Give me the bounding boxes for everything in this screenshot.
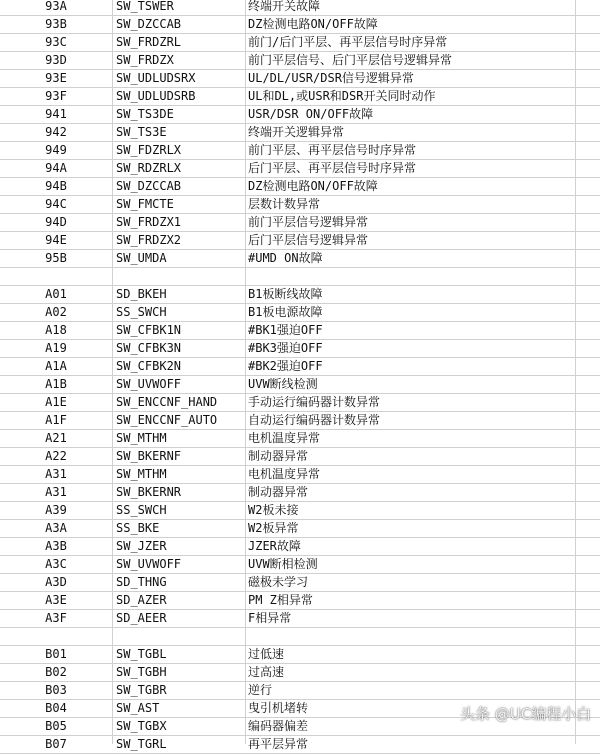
error-code-cell[interactable]: A3D (45, 575, 67, 589)
symbol-cell[interactable]: SW_FDZRLX (116, 143, 182, 157)
description-cell[interactable]: #BK1强迫OFF (248, 323, 323, 337)
table-row[interactable] (0, 538, 600, 556)
error-code-cell[interactable]: A02 (45, 305, 67, 319)
table-row[interactable] (0, 232, 600, 250)
table-row[interactable] (0, 52, 600, 70)
symbol-cell[interactable]: SW_TS3E (116, 125, 167, 139)
error-code-cell[interactable]: A3E (45, 593, 67, 607)
description-cell[interactable]: 过高速 (248, 665, 285, 679)
symbol-cell[interactable]: SW_TGBX (116, 719, 167, 733)
table-row[interactable] (0, 592, 600, 610)
symbol-cell[interactable]: SW_ENCCNF_AUTO (116, 413, 218, 427)
error-code-cell[interactable]: 93A (45, 0, 67, 13)
symbol-cell[interactable]: SW_FRDZX1 (116, 215, 182, 229)
description-cell[interactable]: JZER故障 (248, 539, 301, 553)
description-cell[interactable] (245, 628, 575, 645)
description-cell[interactable]: 前门平层信号、后门平层信号逻辑异常 (248, 53, 453, 67)
error-code-cell[interactable]: 94C (45, 197, 67, 211)
error-code-cell[interactable]: A1E (45, 395, 67, 409)
symbol-cell[interactable]: SW_CFBK1N (116, 323, 182, 337)
error-code-cell[interactable]: A1B (45, 377, 67, 391)
table-row[interactable] (0, 466, 600, 484)
description-cell[interactable]: UVW断相检测 (248, 557, 318, 571)
description-cell[interactable]: 磁极未学习 (248, 575, 309, 589)
error-code-cell[interactable]: A21 (45, 431, 67, 445)
table-row[interactable] (0, 286, 600, 304)
table-row[interactable] (0, 394, 600, 412)
table-row[interactable] (0, 736, 600, 754)
table-row[interactable] (0, 358, 600, 376)
symbol-cell[interactable] (112, 628, 245, 645)
description-cell[interactable]: 手动运行编码器计数异常 (248, 395, 381, 409)
error-code-cell[interactable]: A3C (45, 557, 67, 571)
description-cell[interactable]: 前门平层、再平层信号时序异常 (248, 143, 417, 157)
table-row[interactable] (0, 628, 600, 646)
error-code-cell[interactable]: 93C (45, 35, 67, 49)
table-row[interactable] (0, 664, 600, 682)
symbol-cell[interactable]: SW_UDLUDSRX (116, 71, 196, 85)
error-code-cell[interactable]: 941 (45, 107, 67, 121)
table-row[interactable] (0, 70, 600, 88)
description-cell[interactable]: 制动器异常 (248, 485, 309, 499)
table-row[interactable] (0, 196, 600, 214)
error-code-cell[interactable]: A31 (45, 485, 67, 499)
table-row[interactable] (0, 0, 600, 16)
error-code-cell[interactable]: 93D (45, 53, 67, 67)
symbol-cell[interactable]: SS_SWCH (116, 305, 167, 319)
description-cell[interactable]: 制动器异常 (248, 449, 309, 463)
table-row[interactable] (0, 646, 600, 664)
error-code-cell[interactable]: B05 (45, 719, 67, 733)
description-cell[interactable]: 编码器偏差 (248, 719, 309, 733)
error-code-cell[interactable]: A1F (45, 413, 67, 427)
description-cell[interactable]: 终端开关逻辑异常 (248, 125, 345, 139)
symbol-cell[interactable]: SD_AEER (116, 611, 167, 625)
description-cell[interactable]: DZ检测电路ON/OFF故障 (248, 17, 378, 31)
symbol-cell[interactable]: SW_AST (116, 701, 160, 715)
symbol-cell[interactable]: SW_JZER (116, 539, 167, 553)
description-cell[interactable]: UL和DL,或USR和DSR开关同时动作 (248, 89, 436, 103)
table-row[interactable] (0, 178, 600, 196)
table-row[interactable] (0, 304, 600, 322)
table-row[interactable] (0, 574, 600, 592)
symbol-cell[interactable]: SD_AZER (116, 593, 167, 607)
table-row[interactable] (0, 322, 600, 340)
symbol-cell[interactable]: SW_CFBK3N (116, 341, 182, 355)
error-code-cell[interactable]: 93F (45, 89, 67, 103)
symbol-cell[interactable]: SW_MTHM (116, 431, 167, 445)
description-cell[interactable]: 逆行 (248, 683, 273, 697)
description-cell[interactable]: USR/DSR ON/OFF故障 (248, 107, 374, 121)
table-row[interactable] (0, 160, 600, 178)
symbol-cell[interactable]: SW_FRDZX (116, 53, 174, 67)
table-row[interactable] (0, 142, 600, 160)
symbol-cell[interactable]: SW_UDLUDSRB (116, 89, 196, 103)
error-code-cell[interactable] (0, 628, 112, 645)
error-code-cell[interactable]: A3F (45, 611, 67, 625)
error-code-cell[interactable]: B04 (45, 701, 67, 715)
description-cell[interactable]: 自动运行编码器计数异常 (248, 413, 381, 427)
symbol-cell[interactable]: SW_CFBK2N (116, 359, 182, 373)
symbol-cell[interactable]: SW_UVWOFF (116, 377, 182, 391)
description-cell[interactable]: W2板未接 (248, 503, 299, 517)
description-cell[interactable]: 后门平层信号逻辑异常 (248, 233, 369, 247)
table-row[interactable] (0, 106, 600, 124)
error-code-cell[interactable]: A19 (45, 341, 67, 355)
description-cell[interactable]: UVW断线检测 (248, 377, 318, 391)
description-cell[interactable]: 过低速 (248, 647, 285, 661)
description-cell[interactable]: 前门平层信号逻辑异常 (248, 215, 369, 229)
symbol-cell[interactable]: SW_UMDA (116, 251, 167, 265)
symbol-cell[interactable]: SD_THNG (116, 575, 167, 589)
error-code-cell[interactable]: 942 (45, 125, 67, 139)
symbol-cell[interactable] (112, 268, 245, 285)
table-row[interactable] (0, 34, 600, 52)
table-row[interactable] (0, 250, 600, 268)
description-cell[interactable]: 前门/后门平层、再平层信号时序异常 (248, 35, 448, 49)
symbol-cell[interactable]: SW_DZCCAB (116, 179, 182, 193)
description-cell[interactable]: 再平层异常 (248, 737, 309, 751)
description-cell[interactable]: F相异常 (248, 611, 292, 625)
error-code-cell[interactable]: A3B (45, 539, 67, 553)
symbol-cell[interactable]: SW_TGBH (116, 665, 167, 679)
symbol-cell[interactable]: SW_MTHM (116, 467, 167, 481)
description-cell[interactable]: B1板断线故障 (248, 287, 323, 301)
description-cell[interactable]: UL/DL/USR/DSR信号逻辑异常 (248, 71, 414, 85)
description-cell[interactable]: #BK2强迫OFF (248, 359, 323, 373)
error-code-cell[interactable]: B03 (45, 683, 67, 697)
error-code-cell[interactable]: B01 (45, 647, 67, 661)
table-row[interactable] (0, 448, 600, 466)
symbol-cell[interactable]: SW_TGBR (116, 683, 167, 697)
error-code-cell[interactable]: 94D (45, 215, 67, 229)
table-row[interactable] (0, 502, 600, 520)
table-row[interactable] (0, 214, 600, 232)
error-code-cell[interactable]: 949 (45, 143, 67, 157)
description-cell[interactable]: B1板电源故障 (248, 305, 323, 319)
table-row[interactable] (0, 610, 600, 628)
symbol-cell[interactable]: SS_BKE (116, 521, 160, 535)
description-cell[interactable]: W2板异常 (248, 521, 299, 535)
table-row[interactable] (0, 430, 600, 448)
table-row[interactable] (0, 268, 600, 286)
description-cell[interactable]: 终端开关故障 (248, 0, 321, 13)
table-row[interactable] (0, 520, 600, 538)
error-code-cell[interactable]: A22 (45, 449, 67, 463)
table-row[interactable] (0, 412, 600, 430)
watermark: 头条 @UC编程小白 (460, 705, 592, 723)
symbol-cell[interactable]: SW_BKERNF (116, 449, 182, 463)
symbol-cell[interactable]: SW_UVWOFF (116, 557, 182, 571)
description-cell[interactable]: 后门平层、再平层信号时序异常 (248, 161, 417, 175)
description-cell[interactable] (245, 268, 575, 285)
symbol-cell[interactable]: SW_FRDZX2 (116, 233, 182, 247)
description-cell[interactable]: DZ检测电路ON/OFF故障 (248, 179, 378, 193)
table-row[interactable] (0, 484, 600, 502)
error-code-cell[interactable]: A3A (45, 521, 67, 535)
table-row[interactable] (0, 16, 600, 34)
description-cell[interactable]: 层数计数异常 (248, 197, 321, 211)
description-cell[interactable]: #BK3强迫OFF (248, 341, 323, 355)
description-cell[interactable]: 曳引机堵转 (248, 701, 309, 715)
table-row[interactable] (0, 88, 600, 106)
symbol-cell[interactable]: SW_TSWER (116, 0, 174, 13)
error-code-cell[interactable]: A1A (45, 359, 67, 373)
error-code-cell[interactable]: A31 (45, 467, 67, 481)
symbol-cell[interactable]: SW_DZCCAB (116, 17, 182, 31)
symbol-cell[interactable]: SW_FRDZRL (116, 35, 182, 49)
error-code-cell[interactable]: 93E (45, 71, 67, 85)
symbol-cell[interactable]: SW_TS3DE (116, 107, 174, 121)
table-row[interactable] (0, 682, 600, 700)
symbol-cell[interactable]: SS_SWCH (116, 503, 167, 517)
error-code-cell[interactable]: A18 (45, 323, 67, 337)
table-row[interactable] (0, 376, 600, 394)
error-code-cell[interactable]: 93B (45, 17, 67, 31)
error-code-cell[interactable]: 95B (45, 251, 67, 265)
error-code-cell[interactable]: B02 (45, 665, 67, 679)
table-row[interactable] (0, 124, 600, 142)
table-row[interactable] (0, 340, 600, 358)
error-code-cell[interactable]: 94A (45, 161, 67, 175)
error-code-cell[interactable]: 94B (45, 179, 67, 193)
symbol-cell[interactable]: SD_BKEH (116, 287, 167, 301)
error-code-cell[interactable]: A01 (45, 287, 67, 301)
description-cell[interactable]: PM Z相异常 (248, 593, 313, 607)
error-code-cell[interactable]: B07 (45, 737, 67, 751)
symbol-cell[interactable]: SW_TGBL (116, 647, 167, 661)
symbol-cell[interactable]: SW_RDZRLX (116, 161, 182, 175)
error-code-cell[interactable]: 94E (45, 233, 67, 247)
error-code-cell[interactable]: A39 (45, 503, 67, 517)
symbol-cell[interactable]: SW_ENCCNF_HAND (116, 395, 218, 409)
description-cell[interactable]: #UMD ON故障 (248, 251, 323, 265)
table-row[interactable] (0, 556, 600, 574)
error-code-cell[interactable] (0, 268, 112, 285)
description-cell[interactable]: 电机温度异常 (248, 467, 321, 481)
symbol-cell[interactable]: SW_TGRL (116, 737, 167, 751)
description-cell[interactable]: 电机温度异常 (248, 431, 321, 445)
symbol-cell[interactable]: SW_BKERNR (116, 485, 182, 499)
symbol-cell[interactable]: SW_FMCTE (116, 197, 174, 211)
